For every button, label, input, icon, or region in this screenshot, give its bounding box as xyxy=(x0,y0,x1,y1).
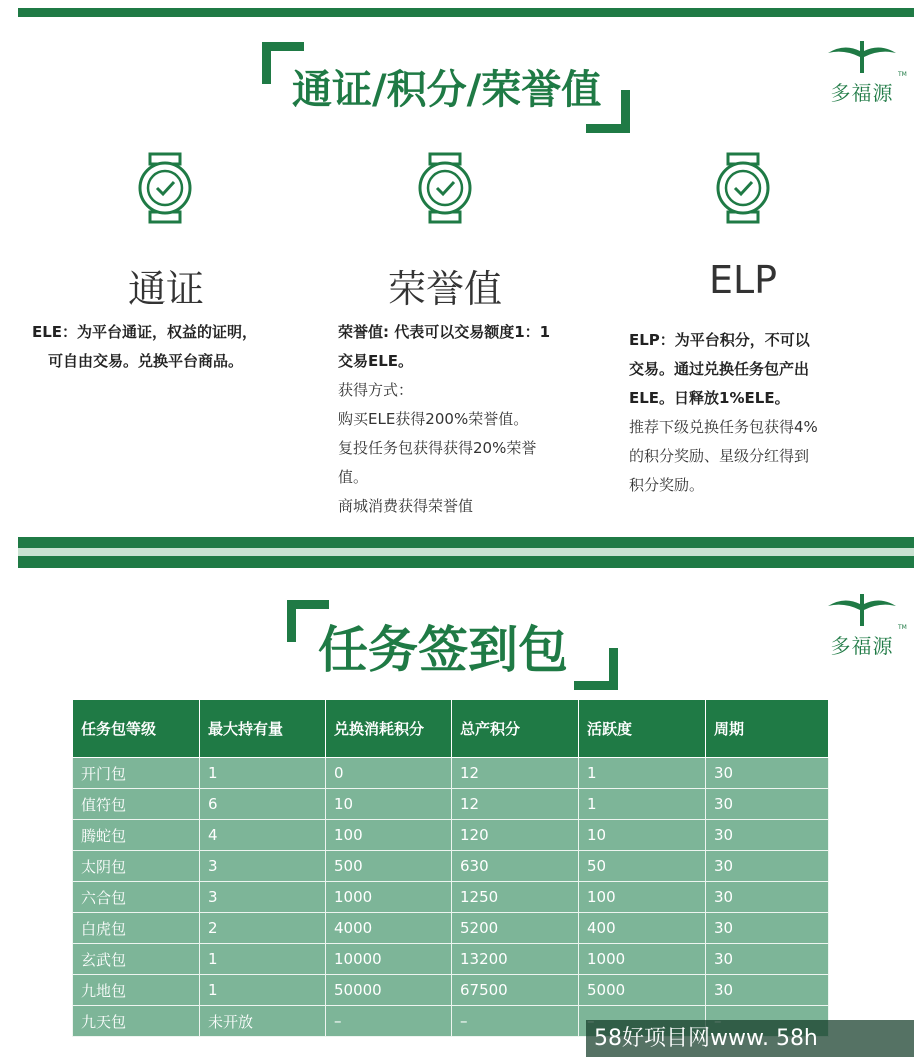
table-cell: 4000 xyxy=(326,913,452,944)
top-bar xyxy=(18,8,914,17)
table-cell: – xyxy=(452,1006,579,1037)
desc-line: ELE。日释放1%ELE。 xyxy=(629,389,790,407)
table-row xyxy=(73,820,829,851)
table-cell: 1 xyxy=(200,758,326,789)
table-cell: 1 xyxy=(200,975,326,1006)
table-cell: 100 xyxy=(326,820,452,851)
table-cell: 1 xyxy=(579,789,706,820)
table-cell: 120 xyxy=(452,820,579,851)
table-cell: 太阴包 xyxy=(73,851,200,882)
table-cell: 6 xyxy=(200,789,326,820)
honor-description xyxy=(338,318,608,521)
table-cell: 67500 xyxy=(452,975,579,1006)
table-cell: 5000 xyxy=(579,975,706,1006)
table-cell: 九地包 xyxy=(73,975,200,1006)
table-cell: 12 xyxy=(452,789,579,820)
table-cell: 1000 xyxy=(579,944,706,975)
header-period: 周期 xyxy=(706,700,829,758)
column-title-token: 通证 xyxy=(127,267,204,311)
table-cell: 30 xyxy=(706,913,829,944)
logo-text: 多福源 xyxy=(830,81,894,105)
logo-plant-icon xyxy=(824,35,900,73)
table-cell: 12 xyxy=(452,758,579,789)
header-max-hold: 最大持有量 xyxy=(200,700,326,758)
table-cell: 3 xyxy=(200,882,326,913)
table-cell: 1 xyxy=(200,944,326,975)
table-cell: 10 xyxy=(579,820,706,851)
table-cell: 4 xyxy=(200,820,326,851)
table-cell: 100 xyxy=(579,882,706,913)
table-cell: 5200 xyxy=(452,913,579,944)
desc-line: 获得方式： xyxy=(338,381,414,399)
table-cell: 未开放 xyxy=(200,1006,326,1037)
table-row xyxy=(73,851,829,882)
table-cell: 30 xyxy=(706,944,829,975)
column-title-elp: ELP xyxy=(708,258,778,302)
desc-line: 商城消费获得荣誉值 xyxy=(338,497,474,515)
table-cell: 50 xyxy=(579,851,706,882)
divider-bar-light xyxy=(18,548,914,556)
table-row xyxy=(73,789,829,820)
desc-line: ELP：为平台积分，不可以 xyxy=(629,331,810,349)
table-cell: 400 xyxy=(579,913,706,944)
column-title-honor: 荣誉值 xyxy=(387,267,502,311)
table-cell: 30 xyxy=(706,789,829,820)
table-cell: 六合包 xyxy=(73,882,200,913)
section2-title: 任务签到包 xyxy=(318,621,568,679)
bracket-top-left-v xyxy=(287,600,296,642)
desc-line: 复投任务包获得获得20%荣誉 xyxy=(338,439,537,457)
table-cell: 30 xyxy=(706,882,829,913)
logo-plant-icon xyxy=(824,588,900,626)
table-cell: 开门包 xyxy=(73,758,200,789)
desc-line: 购买ELE获得200%荣誉值。 xyxy=(338,410,529,428)
table-cell: 630 xyxy=(452,851,579,882)
desc-line: ELE：为平台通证，权益的证明， xyxy=(32,323,258,341)
bracket-bottom-right-v xyxy=(609,648,618,690)
table-cell: 30 xyxy=(706,820,829,851)
table-cell: 1000 xyxy=(326,882,452,913)
elp-description xyxy=(629,326,889,500)
table-row xyxy=(73,913,829,944)
header-exchange-cost: 兑换消耗积分 xyxy=(326,700,452,758)
logo-trademark: TM xyxy=(898,624,907,631)
table-cell: 2 xyxy=(200,913,326,944)
header-total-points: 总产积分 xyxy=(452,700,579,758)
table-cell: 10 xyxy=(326,789,452,820)
table-cell: 3 xyxy=(200,851,326,882)
table-cell: 腾蛇包 xyxy=(73,820,200,851)
section1-title: 通证/积分/荣誉值 xyxy=(292,67,602,113)
table-cell: 30 xyxy=(706,851,829,882)
bracket-bottom-right-v xyxy=(621,90,630,133)
brand-logo xyxy=(822,35,907,106)
header-level: 任务包等级 xyxy=(73,700,200,758)
desc-line: 值。 xyxy=(338,468,369,486)
table-header-row xyxy=(73,700,829,758)
table-cell: 值符包 xyxy=(73,789,200,820)
table-cell: 0 xyxy=(326,758,452,789)
token-description xyxy=(32,318,322,376)
divider-bar-bottom xyxy=(18,556,914,568)
desc-line: 交易。通过兑换任务包产出 xyxy=(629,360,810,378)
table-row xyxy=(73,975,829,1006)
table-cell: 13200 xyxy=(452,944,579,975)
table-cell: 10000 xyxy=(326,944,452,975)
divider-bar-top xyxy=(18,537,914,548)
desc-line: 交易ELE。 xyxy=(338,352,414,370)
table-row xyxy=(73,758,829,789)
table-cell: 30 xyxy=(706,758,829,789)
table-cell: – xyxy=(326,1006,452,1037)
desc-line: 荣誉值: 代表可以交易额度1：1 xyxy=(338,323,551,341)
watch-check-icon xyxy=(414,150,476,230)
table-cell: 1250 xyxy=(452,882,579,913)
table-cell: 九天包 xyxy=(73,1006,200,1037)
logo-text: 多福源 xyxy=(830,634,894,658)
desc-line: 积分奖励。 xyxy=(629,476,705,494)
logo-trademark: TM xyxy=(898,71,907,78)
table-cell: 玄武包 xyxy=(73,944,200,975)
task-pack-table xyxy=(72,699,829,1037)
desc-line: 可自由交易。兑换平台商品。 xyxy=(48,352,244,370)
table-cell: 1 xyxy=(579,758,706,789)
watch-check-icon xyxy=(134,150,196,230)
watch-check-icon xyxy=(712,150,774,230)
brand-logo xyxy=(822,588,907,659)
table-cell: 500 xyxy=(326,851,452,882)
table-row xyxy=(73,944,829,975)
desc-line: 的积分奖励、星级分红得到 xyxy=(629,447,810,465)
desc-line: 推荐下级兑换任务包获得4% xyxy=(629,418,818,436)
header-activity: 活跃度 xyxy=(579,700,706,758)
table-row xyxy=(73,882,829,913)
table-cell: 30 xyxy=(706,975,829,1006)
table-cell: 50000 xyxy=(326,975,452,1006)
table-cell: 白虎包 xyxy=(73,913,200,944)
site-watermark: 58好项目网www. 58h xyxy=(586,1020,914,1057)
bracket-top-left-v xyxy=(262,42,271,84)
